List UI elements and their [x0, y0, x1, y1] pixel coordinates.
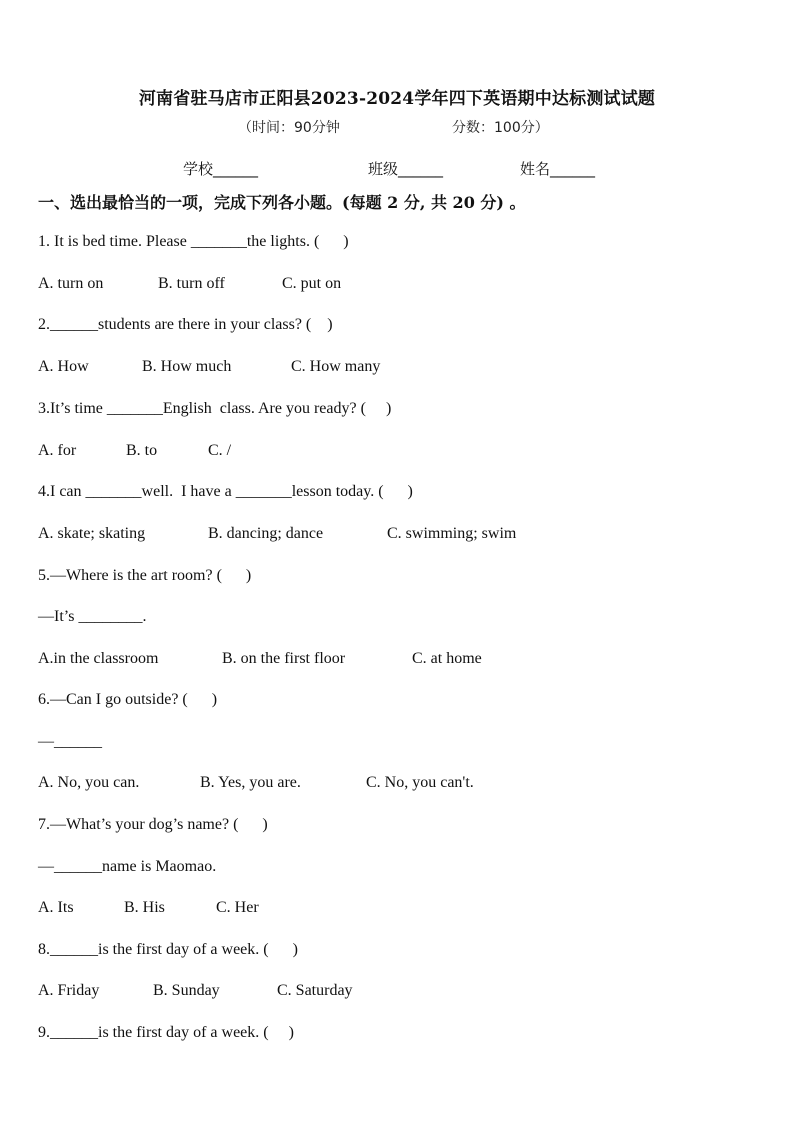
option-a[interactable]: A. Its — [38, 899, 74, 916]
exam-title: 河南省驻马店市正阳县2023-2024学年四下英语期中达标测试试题 — [138, 89, 656, 109]
option-b[interactable]: B. to — [126, 442, 158, 459]
question-6: 6.—Can I go outside? ( ) — [38, 691, 218, 708]
option-c[interactable]: C. at home — [412, 650, 482, 667]
option-b[interactable]: B. Sunday — [153, 982, 220, 999]
option-c[interactable]: C. swimming; swim — [387, 525, 517, 542]
question-9: 9.______is the first day of a week. ( ) — [38, 1024, 294, 1041]
option-a[interactable]: A. turn on — [38, 275, 104, 292]
question-7-reply: —______name is Maomao. — [38, 858, 217, 875]
option-c[interactable]: C. put on — [282, 275, 342, 292]
question-5: 5.—Where is the art room? ( ) — [38, 567, 252, 584]
option-c[interactable]: C. Her — [216, 899, 259, 916]
option-b[interactable]: B. Yes, you are. — [200, 774, 301, 791]
question-5-reply: —It’s ________. — [38, 608, 147, 625]
option-b[interactable]: B. How much — [142, 358, 232, 375]
option-b[interactable]: B. His — [124, 899, 165, 916]
question-3: 3.It’s time _______English class. Are you ready? ( ) — [38, 400, 392, 417]
question-4: 4.I can _______well. I have a _______lesson today. ( ) — [38, 483, 413, 500]
option-c[interactable]: C. How many — [291, 358, 381, 375]
option-a[interactable]: A.in the classroom — [38, 650, 159, 667]
class-field[interactable]: 班级______ — [368, 160, 444, 178]
section-heading: 一、选出最恰当的一项，完成下列各小题。(每题 2 分, 共 20 分) 。 — [38, 193, 526, 212]
option-c[interactable]: C. No, you can't. — [366, 774, 474, 791]
option-a[interactable]: A. Friday — [38, 982, 100, 999]
question-7: 7.—What’s your dog’s name? ( ) — [38, 816, 268, 833]
option-a[interactable]: A. skate; skating — [38, 525, 146, 542]
option-a[interactable]: A. No, you can. — [38, 774, 140, 791]
question-1: 1. It is bed time. Please _______the lights. ( ) — [38, 233, 349, 250]
time-limit: （时间：90分钟 — [238, 120, 340, 136]
total-score: 分数：100分） — [452, 120, 549, 136]
option-b[interactable]: B. on the first floor — [222, 650, 346, 667]
option-c[interactable]: C. / — [208, 442, 232, 459]
option-b[interactable]: B. dancing; dance — [208, 525, 324, 542]
name-field[interactable]: 姓名______ — [520, 160, 596, 178]
question-6-reply: —______ — [38, 733, 102, 750]
school-field[interactable]: 学校______ — [183, 160, 259, 178]
option-a[interactable]: A. for — [38, 442, 77, 459]
option-c[interactable]: C. Saturday — [277, 982, 353, 999]
question-2: 2.______students are there in your class? ( ) — [38, 316, 333, 333]
question-8: 8.______is the first day of a week. ( ) — [38, 941, 298, 958]
option-b[interactable]: B. turn off — [158, 275, 225, 292]
option-a[interactable]: A. How — [38, 358, 89, 375]
